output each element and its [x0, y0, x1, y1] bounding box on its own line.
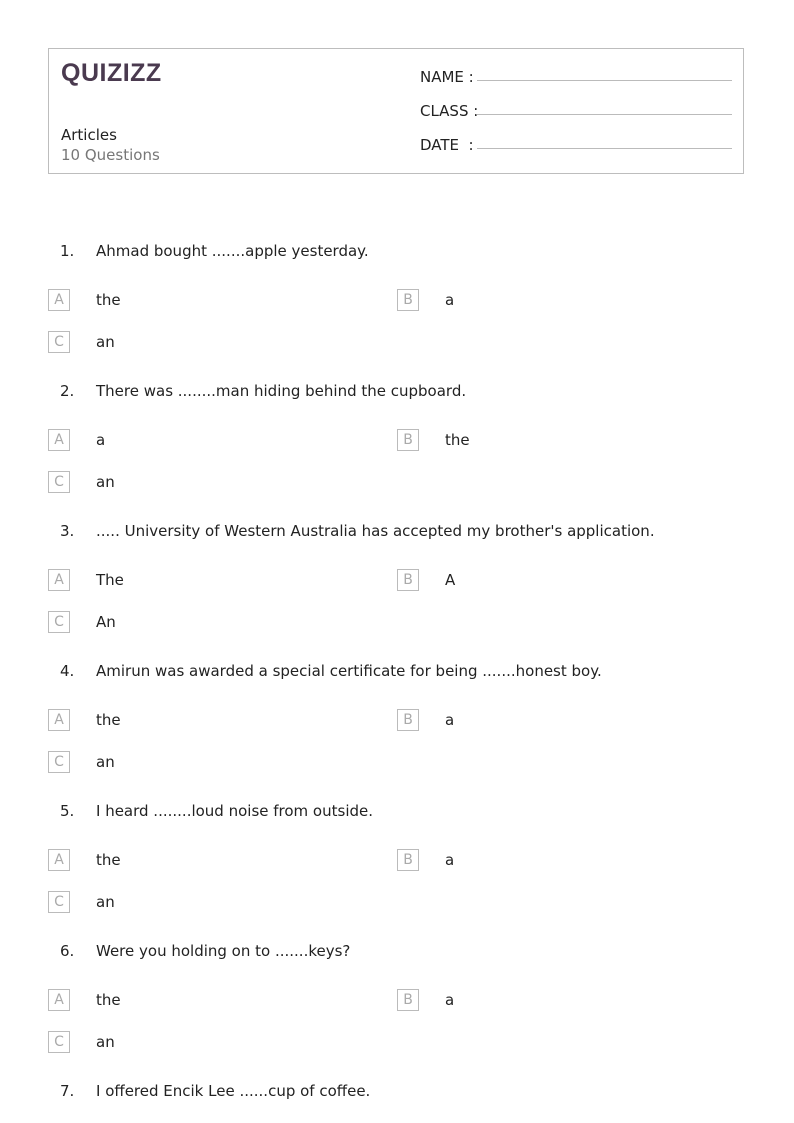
option-text: a	[96, 431, 106, 449]
option-text: the	[96, 711, 121, 729]
option-text: a	[445, 851, 455, 869]
option-letter-box[interactable]: A	[48, 289, 70, 311]
quizizz-logo: QUIZIZZ	[61, 59, 162, 87]
question-text: Ahmad bought .......apple yesterday.	[96, 242, 369, 260]
option-letter-box[interactable]: B	[397, 429, 419, 451]
question-text: I offered Encik Lee ......cup of coffee.	[96, 1082, 371, 1100]
option-text: an	[96, 333, 115, 351]
worksheet-header	[48, 48, 744, 174]
option-letter-box[interactable]: B	[397, 569, 419, 591]
option-text: an	[96, 1033, 115, 1051]
worksheet-title: Articles	[61, 126, 117, 144]
option-letter-box[interactable]: C	[48, 331, 70, 353]
option-letter-box[interactable]: A	[48, 849, 70, 871]
question-number: 3.	[60, 522, 75, 540]
question-text: Were you holding on to .......keys?	[96, 942, 351, 960]
question-text: ..... University of Western Australia has accepted my brother's application.	[96, 522, 655, 540]
option-text: the	[445, 431, 470, 449]
question-number: 5.	[60, 802, 75, 820]
option-text: an	[96, 893, 115, 911]
option-text: the	[96, 851, 121, 869]
name-label: NAME :	[420, 68, 474, 86]
option-text: A	[445, 571, 456, 589]
option-letter-box[interactable]: C	[48, 751, 70, 773]
option-text: a	[445, 711, 455, 729]
question-text: I heard ........loud noise from outside.	[96, 802, 374, 820]
option-letter-box[interactable]: A	[48, 429, 70, 451]
option-letter-box[interactable]: C	[48, 891, 70, 913]
option-text: the	[96, 291, 121, 309]
option-letter-box[interactable]: A	[48, 709, 70, 731]
option-letter-box[interactable]: A	[48, 569, 70, 591]
question-count: 10 Questions	[61, 146, 160, 164]
option-letter-box[interactable]: B	[397, 709, 419, 731]
option-letter-box[interactable]: B	[397, 849, 419, 871]
class-line	[477, 114, 732, 115]
question-number: 6.	[60, 942, 75, 960]
class-label: CLASS :	[420, 102, 479, 120]
option-text: a	[445, 991, 455, 1009]
date-label: DATE :	[420, 136, 474, 154]
name-line	[477, 80, 732, 81]
option-letter-box[interactable]: A	[48, 989, 70, 1011]
option-letter-box[interactable]: C	[48, 471, 70, 493]
option-text: the	[96, 991, 121, 1009]
class-field[interactable]	[420, 102, 478, 120]
question-text: There was ........man hiding behind the cupboard.	[96, 382, 467, 400]
option-letter-box[interactable]: B	[397, 289, 419, 311]
question-number: 7.	[60, 1082, 75, 1100]
question-number: 1.	[60, 242, 75, 260]
option-text: The	[96, 571, 124, 589]
question-number: 2.	[60, 382, 75, 400]
date-line	[477, 148, 732, 149]
option-text: an	[96, 753, 115, 771]
option-letter-box[interactable]: C	[48, 1031, 70, 1053]
option-text: an	[96, 473, 115, 491]
option-text: a	[445, 291, 455, 309]
option-letter-box[interactable]: C	[48, 611, 70, 633]
name-field[interactable]	[420, 68, 474, 86]
option-letter-box[interactable]: B	[397, 989, 419, 1011]
option-text: An	[96, 613, 116, 631]
date-field[interactable]	[420, 136, 474, 154]
question-text: Amirun was awarded a special certificate for being .......honest boy.	[96, 662, 602, 680]
question-number: 4.	[60, 662, 75, 680]
